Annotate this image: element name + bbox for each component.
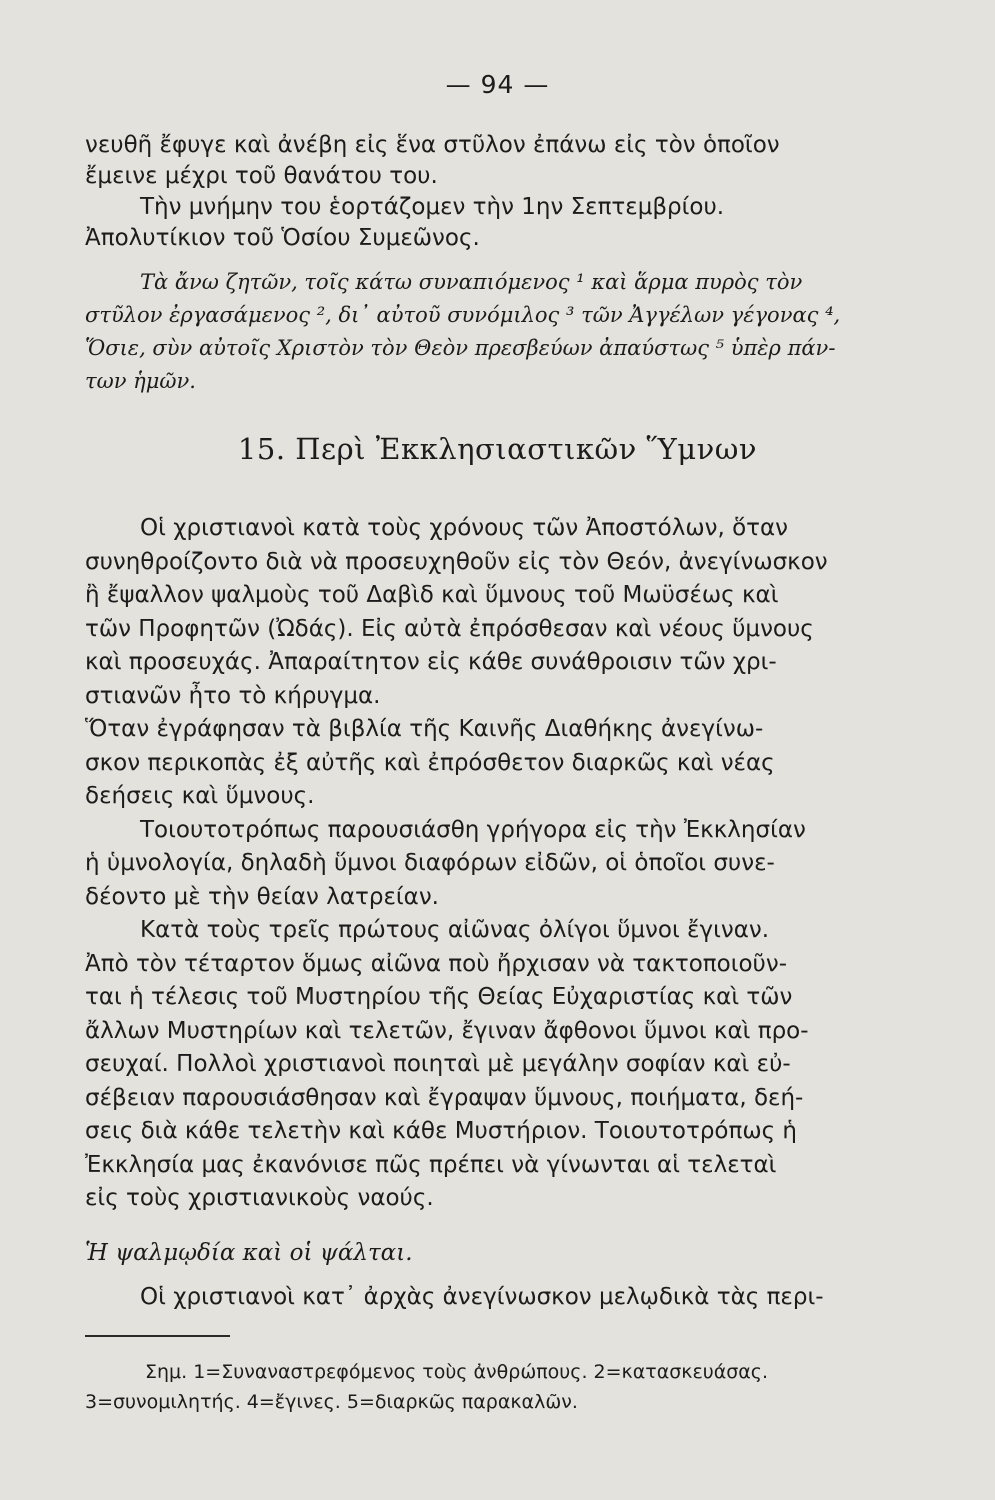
text-line: σευχαί. Πολλοὶ χριστιανοὶ ποιηταὶ μὲ μεγάλην σοφίαν καὶ εὐ- bbox=[85, 1051, 791, 1077]
hymn-line: Ὅσιε, σὺν αὐτοῖς Χριστὸν τὸν Θεὸν πρεσβεύων ἀπαύστως ⁵ ὑπὲρ πάν- bbox=[85, 336, 836, 360]
text-line: ἄλλων Μυστηρίων καὶ τελετῶν, ἔγιναν ἄφθονοι ὕμνοι καὶ προ- bbox=[85, 1017, 809, 1044]
footnote-line: Σημ. 1=Συναναστρεφόμενος τοὺς ἀνθρώπους. 2=κατασκευάσας. bbox=[145, 1361, 769, 1383]
apolytikion-heading: Ἀπολυτίκιον τοῦ Ὁσίου Συμεῶνος. bbox=[85, 225, 480, 251]
text-line: ἡ ὑμνολογία, δηλαδὴ ὕμνοι διαφόρων εἰδῶν, οἱ ὁποῖοι συνε- bbox=[85, 850, 775, 876]
hymn-line: των ἡμῶν. bbox=[85, 369, 196, 393]
text-line: δεήσεις καὶ ὕμνους. bbox=[85, 783, 315, 809]
text-line: δέοντο μὲ τὴν θείαν λατρείαν. bbox=[85, 883, 439, 910]
page-number: — 94 — bbox=[445, 70, 550, 99]
text-line: νευθῆ ἔφυγε καὶ ἀνέβη εἰς ἕνα στῦλον ἐπάνω εἰς τὸν ὁποῖον bbox=[85, 132, 780, 158]
text-line: εἰς τοὺς χριστιανικοὺς ναούς. bbox=[85, 1185, 434, 1211]
text-line: στιανῶν ἦτο τὸ κήρυγμα. bbox=[85, 682, 381, 709]
text-line: τῶν Προφητῶν (Ὠδάς). Εἰς αὐτὰ ἐπρόσθεσαν καὶ νέους ὕμνους bbox=[85, 615, 814, 642]
footnote bbox=[85, 1357, 925, 1417]
text-line: σέβειαν παρουσιάσθησαν καὶ ἔγραψαν ὕμνους, ποιήματα, δεή- bbox=[85, 1084, 804, 1111]
subheading: Ἡ ψαλμῳδία καὶ οἱ ψάλται. bbox=[85, 1240, 413, 1266]
text-line: ἢ ἔψαλλον ψαλμοὺς τοῦ Δαβὶδ καὶ ὕμνους τοῦ Μωϋσέως καὶ bbox=[85, 582, 779, 608]
text-line: Τὴν μνήμην του ἑορτάζομεν τὴν 1ην Σεπτεμβρίου. bbox=[140, 194, 725, 220]
text-line: Οἱ χριστιανοὶ κατὰ τοὺς χρόνους τῶν Ἀποστόλων, ὅταν bbox=[140, 515, 788, 541]
continuation-paragraph bbox=[85, 1282, 910, 1313]
text-line: σκον περικοπὰς ἐξ αὐτῆς καὶ ἐπρόσθετον διαρκῶς καὶ νέας bbox=[85, 749, 775, 776]
footnote-line: 3=συνομιλητής. 4=ἔγινες. 5=διαρκῶς παρακαλῶν. bbox=[85, 1391, 578, 1413]
hymn-line: Τὰ ἄνω ζητῶν, τοῖς κάτω συναπιόμενος ¹ καὶ ἅρμα πυρὸς τὸν bbox=[140, 270, 803, 294]
section-title: 15. Περὶ Ἐκκλησιαστικῶν Ὕμνων bbox=[237, 432, 758, 466]
text-line: ται ἡ τέλεσις τοῦ Μυστηρίου τῆς Θείας Εὐχαριστίας καὶ τῶν bbox=[85, 984, 793, 1010]
text-line: σεις διὰ κάθε τελετὴν καὶ κάθε Μυστήριον. Τοιουτοτρόπως ἡ bbox=[85, 1118, 798, 1144]
text-line: Τοιουτοτρόπως παρουσιάσθη γρήγορα εἰς τὴν Ἐκκλησίαν bbox=[140, 816, 806, 843]
text-line: ἔμεινε μέχρι τοῦ θανάτου του. bbox=[85, 163, 438, 189]
text-line: Ἐκκλησία μας ἐκανόνισε πῶς πρέπει νὰ γίνωνται αἱ τελεταὶ bbox=[85, 1151, 777, 1178]
apolytikion-hymn bbox=[85, 266, 910, 398]
section-body bbox=[85, 512, 910, 1216]
text-line: Κατὰ τοὺς τρεῖς πρώτους αἰῶνας ὀλίγοι ὕμνοι ἔγιναν. bbox=[140, 917, 770, 943]
text-line: Ἀπὸ τὸν τέταρτον ὅμως αἰῶνα ποὺ ἤρχισαν νὰ τακτοποιοῦν- bbox=[85, 950, 788, 977]
footnote-divider bbox=[85, 1335, 230, 1337]
hymn-line: στῦλον ἐργασάμενος ², δι᾽ αὐτοῦ συνόμιλος ³ τῶν Ἀγγέλων γέγονας ⁴, bbox=[85, 303, 841, 327]
text-line: καὶ προσευχάς. Ἀπαραίτητον εἰς κάθε συνάθροισιν τῶν χρι- bbox=[85, 649, 777, 675]
text-line: Οἱ χριστιανοὶ κατ᾽ ἀρχὰς ἀνεγίνωσκον μελῳδικὰ τὰς περι- bbox=[140, 1284, 824, 1310]
text-line: Ὅταν ἐγράφησαν τὰ βιβλία τῆς Καινῆς Διαθήκης ἀνεγίνω- bbox=[85, 716, 764, 742]
text-line: συνηθροίζοντο διὰ νὰ προσευχηθοῦν εἰς τὸν Θεόν, ἀνεγίνωσκον bbox=[85, 548, 828, 575]
intro-paragraph bbox=[85, 130, 910, 254]
